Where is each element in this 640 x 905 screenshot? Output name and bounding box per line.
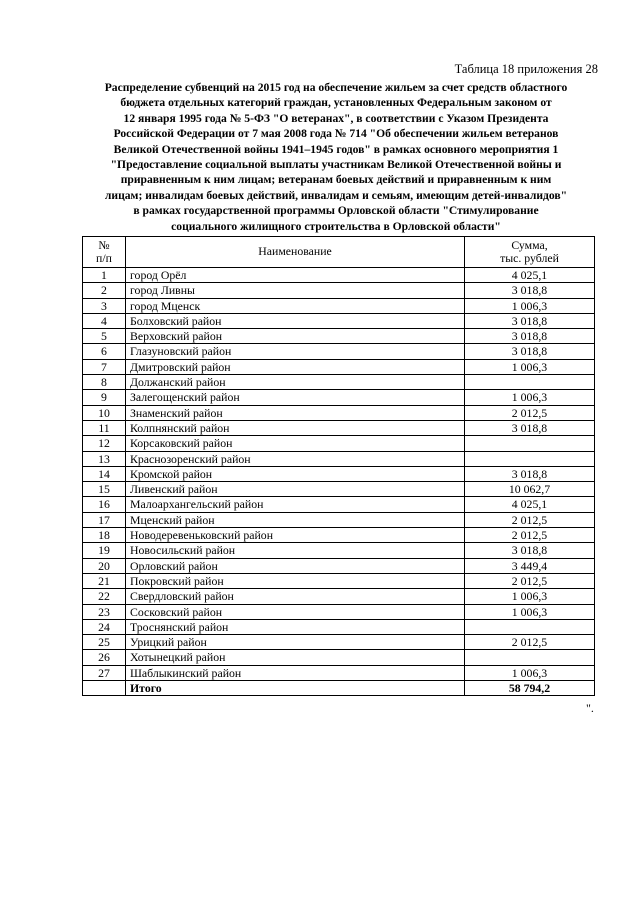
total-number-cell — [83, 681, 126, 696]
name-cell: город Орёл — [126, 268, 465, 283]
table-row — [83, 466, 595, 481]
number-cell: 20 — [83, 558, 126, 573]
sum-cell — [465, 436, 595, 451]
total-sum-cell: 58 794,2 — [465, 681, 595, 696]
sum-cell: 3 018,8 — [465, 344, 595, 359]
sum-cell: 3 018,8 — [465, 466, 595, 481]
name-cell: Троснянский район — [126, 619, 465, 634]
table-body — [83, 268, 595, 696]
sum-cell: 2 012,5 — [465, 528, 595, 543]
number-cell: 3 — [83, 298, 126, 313]
column-header-sum: Сумма, тыс. рублей — [465, 237, 595, 268]
number-cell: 13 — [83, 451, 126, 466]
table-row — [83, 604, 595, 619]
sum-cell — [465, 375, 595, 390]
appendix-label: Таблица 18 приложения 28 — [454, 62, 598, 76]
table-row — [83, 359, 595, 374]
table-row — [83, 390, 595, 405]
name-cell: Мценский район — [126, 512, 465, 527]
column-header-number: № п/п — [83, 237, 126, 268]
name-cell: Ливенский район — [126, 482, 465, 497]
table-row — [83, 268, 595, 283]
name-cell: Урицкий район — [126, 635, 465, 650]
number-cell: 12 — [83, 436, 126, 451]
sum-cell: 3 018,8 — [465, 420, 595, 435]
table-total-row — [83, 681, 595, 696]
name-cell: Кромской район — [126, 466, 465, 481]
title-line: 12 января 1995 года № 5-ФЗ "О ветеранах", в соответствии с Указом Президента — [123, 111, 549, 125]
name-cell: Покровский район — [126, 573, 465, 588]
sum-cell: 2 012,5 — [465, 405, 595, 420]
number-cell: 5 — [83, 329, 126, 344]
number-cell: 1 — [83, 268, 126, 283]
name-cell: Залегощенский район — [126, 390, 465, 405]
number-cell: 15 — [83, 482, 126, 497]
number-cell: 26 — [83, 650, 126, 665]
table-row — [83, 497, 595, 512]
name-cell: Верховский район — [126, 329, 465, 344]
number-cell: 24 — [83, 619, 126, 634]
table-row — [83, 375, 595, 390]
table-row — [83, 635, 595, 650]
sum-cell — [465, 619, 595, 634]
table-row — [83, 451, 595, 466]
sum-cell: 1 006,3 — [465, 390, 595, 405]
table-row — [83, 573, 595, 588]
name-cell: Глазуновский район — [126, 344, 465, 359]
sum-cell: 1 006,3 — [465, 298, 595, 313]
name-cell: Корсаковский район — [126, 436, 465, 451]
sum-cell: 4 025,1 — [465, 268, 595, 283]
table-row — [83, 405, 595, 420]
name-cell: Сосковский район — [126, 604, 465, 619]
number-cell: 4 — [83, 313, 126, 328]
sum-cell: 1 006,3 — [465, 665, 595, 680]
name-cell: Краснозоренский район — [126, 451, 465, 466]
number-cell: 22 — [83, 589, 126, 604]
total-label-cell: Итого — [126, 681, 465, 696]
number-cell: 14 — [83, 466, 126, 481]
number-cell: 2 — [83, 283, 126, 298]
title-line: "Предоставление социальной выплаты участникам Великой Отечественной войны и — [110, 158, 562, 172]
name-cell: Малоархангельский район — [126, 497, 465, 512]
name-cell: Болховский район — [126, 313, 465, 328]
number-cell: 16 — [83, 497, 126, 512]
number-cell: 7 — [83, 359, 126, 374]
table-row — [83, 543, 595, 558]
table-header-row — [83, 237, 595, 268]
sum-cell: 4 025,1 — [465, 497, 595, 512]
table-row — [83, 482, 595, 497]
title-line: социального жилищного строительства в Орловской области" — [171, 219, 501, 233]
name-cell: город Мценск — [126, 298, 465, 313]
name-cell: Колпнянский район — [126, 420, 465, 435]
number-cell: 27 — [83, 665, 126, 680]
sum-cell: 1 006,3 — [465, 589, 595, 604]
number-cell: 23 — [83, 604, 126, 619]
table-row — [83, 329, 595, 344]
sum-cell: 3 018,8 — [465, 313, 595, 328]
number-cell: 6 — [83, 344, 126, 359]
number-cell: 25 — [83, 635, 126, 650]
name-cell: Хотынецкий район — [126, 650, 465, 665]
number-cell: 10 — [83, 405, 126, 420]
table-row — [83, 436, 595, 451]
title-line: в рамках государственной программы Орловской области "Стимулирование — [133, 204, 539, 218]
number-cell: 11 — [83, 420, 126, 435]
closing-quote-mark: ". — [586, 701, 594, 715]
column-header-name: Наименование — [126, 237, 465, 268]
sum-cell: 3 449,4 — [465, 558, 595, 573]
name-cell: Орловский район — [126, 558, 465, 573]
table-row — [83, 512, 595, 527]
sum-cell — [465, 650, 595, 665]
name-cell: Должанский район — [126, 375, 465, 390]
number-cell: 21 — [83, 573, 126, 588]
sum-cell: 2 012,5 — [465, 512, 595, 527]
table-row — [83, 665, 595, 680]
table-row — [83, 420, 595, 435]
title-line: Великой Отечественной войны 1941–1945 годов" в рамках основного мероприятия 1 — [113, 142, 559, 156]
title-line: приравненным к ним лицам; ветеранам боевых действий и приравненным к ним — [120, 173, 552, 187]
table-row — [83, 589, 595, 604]
sum-cell: 2 012,5 — [465, 635, 595, 650]
name-cell: Новодеревеньковский район — [126, 528, 465, 543]
title-line: бюджета отдельных категорий граждан, установленных Федеральным законом от — [120, 96, 552, 110]
sum-cell: 1 006,3 — [465, 604, 595, 619]
table-row — [83, 283, 595, 298]
name-cell: Свердловский район — [126, 589, 465, 604]
subsidy-table — [82, 236, 595, 696]
name-cell: Знаменский район — [126, 405, 465, 420]
number-cell: 18 — [83, 528, 126, 543]
sum-cell: 3 018,8 — [465, 283, 595, 298]
sum-cell: 2 012,5 — [465, 573, 595, 588]
title-line: Российской Федерации от 7 мая 2008 года № 714 "Об обеспечении жильем ветеранов — [113, 127, 559, 141]
sum-cell — [465, 451, 595, 466]
table-row — [83, 298, 595, 313]
name-cell: Новосильский район — [126, 543, 465, 558]
sum-cell: 1 006,3 — [465, 359, 595, 374]
sum-cell: 3 018,8 — [465, 543, 595, 558]
table-row — [83, 528, 595, 543]
table-row — [83, 313, 595, 328]
number-cell: 17 — [83, 512, 126, 527]
number-cell: 9 — [83, 390, 126, 405]
number-cell: 8 — [83, 375, 126, 390]
table-row — [83, 344, 595, 359]
name-cell: город Ливны — [126, 283, 465, 298]
title-line: Распределение субвенций на 2015 год на обеспечение жильем за счет средств областного — [104, 81, 568, 94]
table-row — [83, 650, 595, 665]
sum-cell: 3 018,8 — [465, 329, 595, 344]
document-title — [76, 80, 596, 234]
title-line: лицам; инвалидам боевых действий, инвалидам и семьям, имеющим детей-инвалидов" — [104, 188, 568, 202]
table-row — [83, 558, 595, 573]
name-cell: Дмитровский район — [126, 359, 465, 374]
name-cell: Шаблыкинский район — [126, 665, 465, 680]
number-cell: 19 — [83, 543, 126, 558]
table-row — [83, 619, 595, 634]
sum-cell: 10 062,7 — [465, 482, 595, 497]
